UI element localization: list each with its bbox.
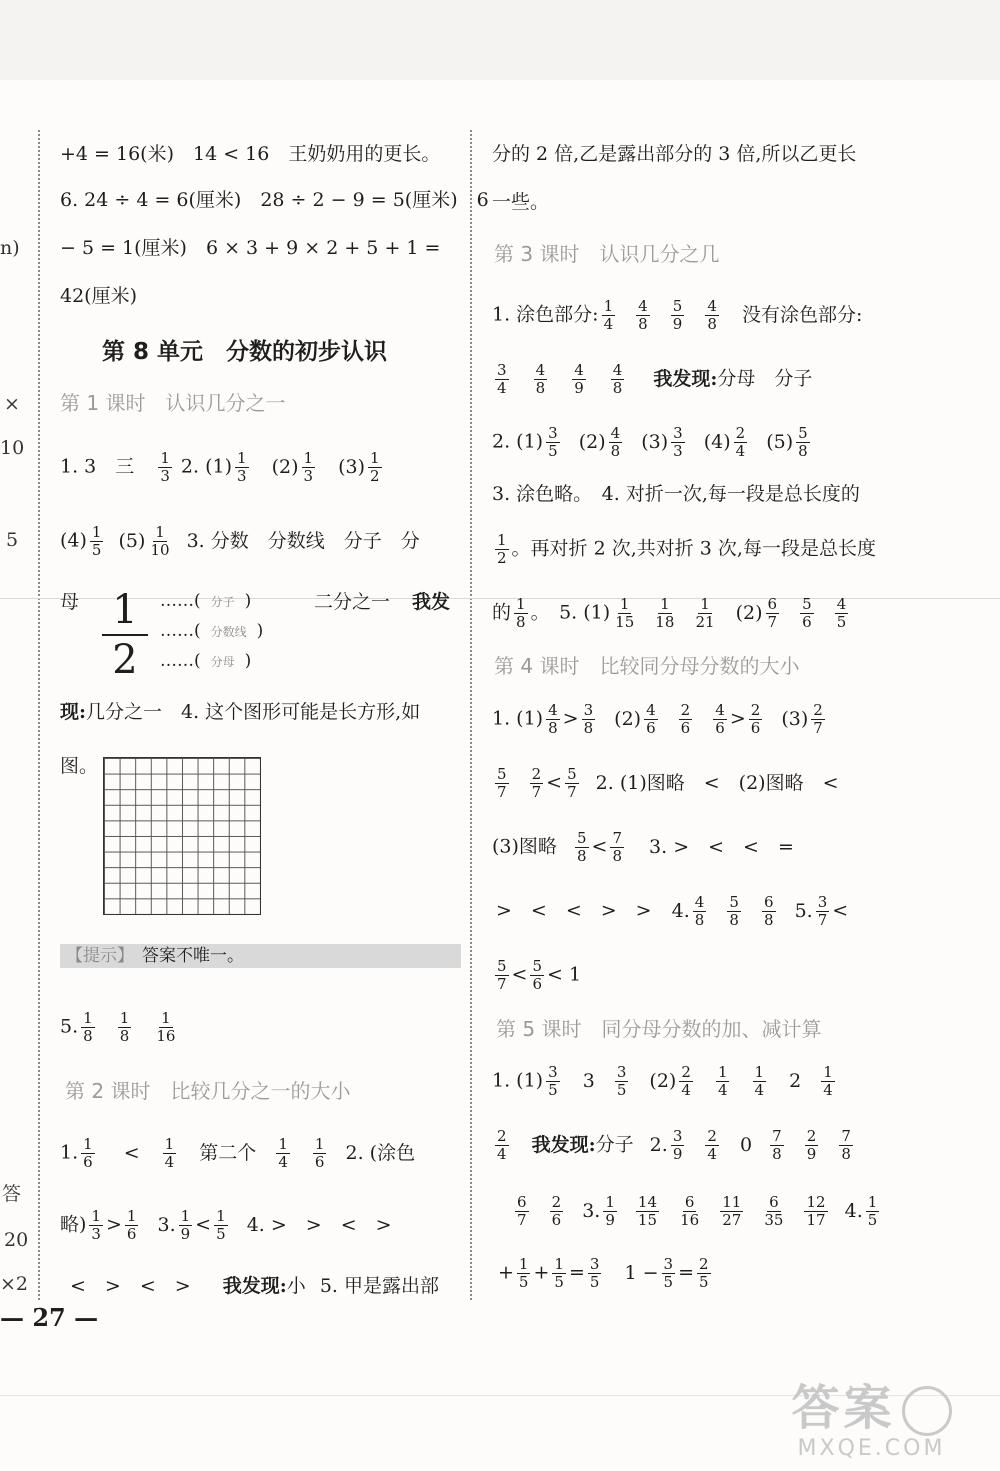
answer-text: (3) [781, 707, 809, 730]
fraction: $\frac{5}{7}$ [497, 957, 507, 993]
answer-line [492, 1064, 838, 1099]
fraction: $\frac{1}{3}$ [91, 1207, 101, 1243]
fraction: $\frac{3}{5}$ [589, 1255, 600, 1291]
answer-line: 分的 2 倍,乙是露出部分的 3 倍,所以乙更长 [492, 143, 857, 165]
answer-text: (4) [60, 529, 87, 552]
fraction: $\frac{6}{35}$ [764, 1193, 784, 1229]
answer-line [492, 362, 812, 397]
answer-line [492, 532, 876, 567]
watermark-url: MXQE.COM [797, 1436, 946, 1461]
edge-fragment: 答 [2, 1183, 22, 1205]
fraction: $\frac{4}{8}$ [548, 701, 558, 737]
answer-text: 3. > < < = [649, 835, 794, 858]
answer-line: − 5 = 1(厘米) 6 × 3 + 9 × 2 + 5 + 1 = [60, 237, 441, 259]
fraction: $\frac{3}{5}$ [616, 1063, 627, 1099]
label-numerator: 分子 [210, 595, 235, 609]
answer-text: 略) [60, 1213, 87, 1236]
fraction: $\frac{2}{6}$ [680, 701, 691, 737]
answer-text: < [832, 899, 849, 922]
fraction: $\frac{6}{7}$ [517, 1193, 527, 1229]
fraction: $\frac{1}{3}$ [160, 449, 170, 485]
lesson-heading: 第 4 课时 比较同分母分数的大小 [494, 654, 800, 678]
edge-fragment: × [4, 393, 20, 415]
answer-text: 。 5. (1) [530, 601, 611, 624]
fraction: $\frac{1}{4}$ [823, 1063, 833, 1099]
answer-text: > < < > > [496, 899, 652, 922]
answer-text: (2) [578, 430, 606, 453]
fraction: $\frac{3}{3}$ [673, 424, 683, 460]
page-number: — 27 — [0, 1303, 99, 1332]
fraction: $\frac{1}{6}$ [83, 1135, 93, 1171]
lesson-heading: 第 1 课时 认识几分之一 [60, 391, 286, 415]
answer-text: > [562, 707, 579, 730]
fraction: $\frac{4}{8}$ [612, 361, 623, 397]
fraction: $\frac{1}{4}$ [717, 1063, 728, 1099]
answer-line [492, 425, 813, 460]
answer-line [60, 698, 420, 726]
answer-text: 的 [492, 601, 512, 624]
answer-text: 几分之一 4. 这个图形可能是长方形,如 [86, 701, 421, 723]
fraction: $\frac{5}{7}$ [497, 765, 507, 801]
fraction: $\frac{1}{5}$ [216, 1207, 226, 1243]
fraction: $\frac{7}{8}$ [612, 829, 622, 865]
fraction: $\frac{2}{6}$ [750, 701, 761, 737]
answer-line [60, 1010, 180, 1045]
answer-text: 2. (1) [180, 455, 232, 478]
fraction: $\frac{4}{6}$ [715, 701, 725, 737]
answer-text: (2) [614, 707, 642, 730]
fraction: $\frac{14}{15}$ [637, 1193, 658, 1229]
answer-line: 3. 涂色略。 4. 对折一次,每一段是总长度的 [492, 483, 860, 505]
answer-text: (5) [766, 430, 794, 453]
answer-text: 5. 甲是露出部 [319, 1275, 439, 1297]
answer-text: 1 − [624, 1261, 659, 1284]
fraction: $\frac{7}{8}$ [841, 1127, 851, 1163]
answer-text: 小 [286, 1275, 306, 1297]
fraction: $\frac{2}{6}$ [551, 1193, 562, 1229]
hint-tag: 【提示】 [66, 946, 134, 966]
answer-line: 42(厘米) [60, 285, 138, 307]
fraction: $\frac{1}{10}$ [150, 523, 170, 559]
fraction: $\frac{1}{8}$ [83, 1009, 93, 1045]
fraction: $\frac{2}{7}$ [813, 701, 823, 737]
fraction: $\frac{4}{8}$ [610, 424, 621, 460]
answer-line [492, 958, 581, 993]
grid-figure [103, 757, 261, 915]
answer-text: < [123, 1141, 140, 1164]
answer-line [70, 1272, 439, 1300]
seal-icon [902, 1386, 952, 1436]
discover-label: 我发 [412, 591, 451, 613]
watermark [749, 1382, 994, 1468]
fraction: $\frac{1}{5}$ [554, 1255, 564, 1291]
fraction: $\frac{3}{4}$ [497, 361, 507, 397]
fraction: $\frac{1}{5}$ [91, 523, 102, 559]
big-denominator: 2 [112, 637, 138, 683]
fraction: $\frac{3}{8}$ [583, 701, 594, 737]
answer-text: 1. (1) [492, 1069, 544, 1092]
answer-line [60, 1208, 392, 1243]
discover-label: 我发现: [222, 1275, 287, 1297]
fraction: $\frac{2}{4}$ [497, 1127, 507, 1163]
fraction: $\frac{7}{8}$ [772, 1127, 782, 1163]
fraction: $\frac{4}{9}$ [574, 361, 584, 397]
fraction: $\frac{1}{3}$ [303, 449, 314, 485]
fraction: $\frac{3}{7}$ [817, 893, 828, 929]
fraction: $\frac{1}{9}$ [180, 1207, 191, 1243]
lesson-heading: 第 3 课时 认识几分之几 [494, 242, 720, 266]
answer-line [60, 450, 385, 485]
lesson-heading: 第 5 课时 同分母分数的加、减计算 [496, 1017, 822, 1041]
fraction: $\frac{5}{8}$ [798, 424, 808, 460]
answer-text: 二分之一 [314, 591, 391, 613]
fraction: $\frac{6}{7}$ [767, 595, 778, 631]
fraction: $\frac{1}{4}$ [754, 1063, 765, 1099]
answer-text: 1. (1) [492, 707, 544, 730]
answer-text: 第二个 [199, 1141, 257, 1164]
answer-text: 2. (涂色 [345, 1141, 416, 1164]
answer-text: 2. (1) [492, 430, 544, 453]
answer-text: 3. 分数 分数线 分子 分 [186, 529, 420, 552]
fraction: $\frac{4}{8}$ [638, 297, 648, 333]
answer-text: 2. (1)图略 < (2)图略 < [595, 771, 839, 794]
discover-label: 我发现: [653, 367, 718, 390]
answer-text: < [546, 771, 563, 794]
fraction: $\frac{1}{15}$ [615, 595, 635, 631]
fraction-label: ……( 分母 ) [160, 651, 252, 671]
answer-line [492, 596, 851, 631]
fraction: $\frac{1}{4}$ [278, 1135, 288, 1171]
fraction: $\frac{3}{5}$ [548, 1063, 558, 1099]
fraction: $\frac{5}{9}$ [672, 297, 683, 333]
fraction: $\frac{2}{5}$ [698, 1255, 709, 1291]
watermark-title: 答案 [791, 1380, 896, 1436]
answer-line [512, 1194, 882, 1229]
fraction: $\frac{5}{7}$ [567, 765, 577, 801]
answer-text: < [195, 1213, 212, 1236]
fraction: $\frac{1}{21}$ [695, 595, 715, 631]
fraction: $\frac{1}{4}$ [164, 1135, 175, 1171]
answer-line [492, 702, 828, 737]
answer-text: (3) [641, 430, 669, 453]
answer-text: 。再对折 2 次,共对折 3 次,每一段是总长度 [511, 537, 876, 560]
answer-text: < 1 [547, 963, 582, 986]
fraction: $\frac{1}{2}$ [497, 531, 507, 567]
edge-fragment: 5 [6, 529, 19, 551]
fraction: $\frac{5}{6}$ [802, 595, 812, 631]
fraction: $\frac{1}{8}$ [119, 1009, 130, 1045]
answer-line [492, 830, 794, 865]
answer-line [60, 1136, 415, 1171]
fraction: $\frac{5}{8}$ [729, 893, 739, 929]
answer-text: 图。 [60, 755, 99, 777]
fraction: $\frac{4}{6}$ [646, 701, 656, 737]
answer-text: < [511, 963, 528, 986]
big-numerator: 1 [112, 587, 138, 633]
fraction: $\frac{4}{8}$ [535, 361, 546, 397]
answer-text: 3 [582, 1069, 595, 1092]
answer-text: 5. [60, 1015, 79, 1038]
fraction: $\frac{5}{6}$ [532, 957, 543, 993]
answer-text: < [591, 835, 608, 858]
fraction: $\frac{4}{5}$ [836, 595, 847, 631]
answer-text: > [729, 707, 746, 730]
fraction: $\frac{5}{8}$ [576, 829, 587, 865]
fraction: $\frac{4}{8}$ [707, 297, 717, 333]
fraction: $\frac{2}{7}$ [531, 765, 542, 801]
fraction: $\frac{1}{3}$ [237, 449, 247, 485]
edge-fragment: 20 [4, 1229, 29, 1251]
fraction: $\frac{1}{6}$ [126, 1207, 137, 1243]
unit-title: 第 8 单元 分数的初步认识 [102, 339, 388, 365]
label-denominator: 分母 [210, 655, 235, 669]
fraction: $\frac{12}{17}$ [806, 1193, 826, 1229]
lesson-heading: 第 2 课时 比较几分之一的大小 [65, 1079, 351, 1103]
answer-text: 4. [844, 1199, 863, 1222]
answer-text: < > < > [70, 1275, 191, 1297]
fraction: $\frac{6}{16}$ [680, 1193, 700, 1229]
fraction: $\frac{1}{5}$ [867, 1193, 878, 1229]
answer-line [60, 524, 420, 559]
fraction-label: ……( 分子 ) [160, 591, 252, 611]
answer-text: 4. > > < > [246, 1213, 392, 1236]
answer-text: 分子 [595, 1133, 634, 1156]
fraction: $\frac{11}{27}$ [722, 1193, 742, 1229]
answer-text: 1. 3 三 [60, 455, 135, 478]
edge-fragment: n) [0, 237, 20, 259]
answer-text: (2) [271, 455, 299, 478]
answer-text: 4. [671, 899, 690, 922]
discover-label: 现: [60, 701, 87, 723]
answer-text: 1. 涂色部分: [492, 303, 599, 326]
answer-text: (3)图略 [492, 835, 557, 858]
fraction: $\frac{1}{2}$ [370, 449, 380, 485]
answer-text: (2) [649, 1069, 677, 1092]
fraction: $\frac{3}{9}$ [672, 1127, 683, 1163]
answer-line: 6. 24 ÷ 4 = 6(厘米) 28 ÷ 2 − 9 = 5(厘米) 6 [60, 189, 489, 211]
answer-text: > [105, 1213, 122, 1236]
big-fraction [100, 588, 150, 682]
answer-text: 3. [157, 1213, 176, 1236]
fraction: $\frac{1}{18}$ [655, 595, 675, 631]
fraction: $\frac{4}{8}$ [694, 893, 705, 929]
answer-line: +4 = 16(米) 14 < 16 王奶奶用的更长。 [60, 143, 441, 165]
answer-text: 分母 分子 [717, 367, 813, 390]
answer-line [492, 1128, 856, 1163]
fraction: $\frac{1}{9}$ [605, 1193, 615, 1229]
answer-line [492, 766, 839, 801]
edge-fragment: ×2 [0, 1273, 29, 1295]
page-number-value: 27 [32, 1303, 66, 1332]
fraction: $\frac{1}{16}$ [156, 1009, 176, 1045]
answer-text: (3) [338, 455, 366, 478]
fraction: $\frac{2}{4}$ [735, 424, 746, 460]
answer-text: (2) [735, 601, 763, 624]
fraction: $\frac{1}{6}$ [314, 1135, 325, 1171]
fraction: $\frac{1}{8}$ [516, 595, 526, 631]
fraction: $\frac{2}{4}$ [707, 1127, 717, 1163]
fraction: $\frac{2}{4}$ [681, 1063, 691, 1099]
answer-text: 没有涂色部分: [741, 303, 863, 326]
fraction-label: ……( 分数线 ) [160, 621, 264, 641]
answer-text: 1. [60, 1141, 79, 1164]
answer-line: 一些。 [492, 191, 550, 213]
answer-line: + $\frac{1}{5}$ + $\frac{1}{5}$ = $\frac{3}{5}$ 1 − $\frac{3}{5}$ = $\frac{2}{5}$ [498, 1255, 709, 1291]
fraction: $\frac{1}{5}$ [518, 1255, 529, 1291]
top-margin [0, 0, 1000, 80]
column-divider-left [38, 130, 40, 1300]
discover-label: 我发现: [531, 1133, 596, 1156]
hint-text: 答案不唯一。 [142, 946, 244, 966]
answer-text: (5) [118, 529, 146, 552]
fraction: $\frac{3}{5}$ [663, 1255, 674, 1291]
hint-box [60, 944, 461, 968]
answer-text: 2. [649, 1133, 668, 1156]
answer-text: 5. [794, 899, 813, 922]
label-line: 分数线 [210, 625, 247, 639]
answer-text: (4) [703, 430, 731, 453]
edge-fragment: 10 [0, 437, 25, 459]
answer-text: 2 [789, 1069, 802, 1092]
answer-line [492, 298, 862, 333]
fraction: $\frac{6}{8}$ [763, 893, 774, 929]
answer-text: 3. [582, 1199, 601, 1222]
answer-text: 0 [740, 1133, 753, 1156]
column-divider-middle [470, 130, 472, 1300]
fraction: $\frac{1}{4}$ [603, 297, 614, 333]
answer-line [496, 894, 848, 929]
answer-text: 母 [60, 591, 80, 613]
fraction: $\frac{2}{9}$ [806, 1127, 817, 1163]
fraction: $\frac{3}{5}$ [548, 424, 558, 460]
